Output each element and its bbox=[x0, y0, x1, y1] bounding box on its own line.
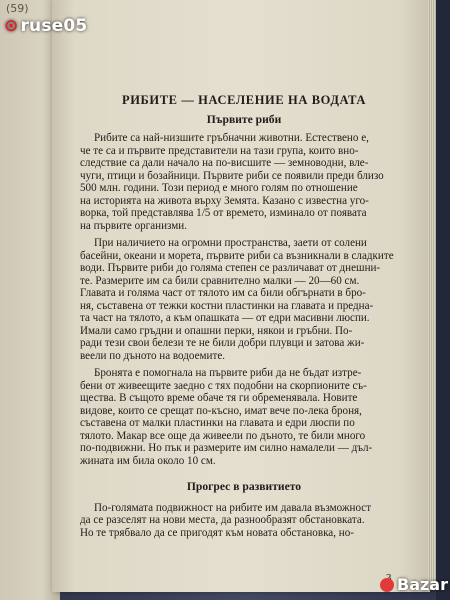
paragraphs bbox=[80, 132, 408, 467]
text-line: По-голямата подвижност на рибите им давала възможност bbox=[94, 501, 372, 514]
text-line: на историята на живота върху Земята. Казано с известна уго- bbox=[80, 194, 369, 207]
text-line: Но те трябвало да се пригодят към новата обстановка, но- bbox=[80, 526, 354, 539]
section-subtitle: Първите риби bbox=[206, 112, 282, 126]
paragraph bbox=[80, 367, 408, 467]
text-line: води. Първите риби до голяма степен се различават от днешни- bbox=[80, 262, 381, 274]
page-edges bbox=[428, 0, 436, 590]
text-line: Главата и голяма част от тялото им са били обгърнати в бро- bbox=[80, 287, 366, 299]
page-content bbox=[80, 94, 408, 539]
text-line: чуги, птици и бозайници. Първите риби се появили преди близо bbox=[80, 169, 384, 182]
text-line: ня, съставена от тежки костни пластинки на главата и предна- bbox=[80, 299, 374, 312]
text-line: че те са и първите представители на тази група, които вно- bbox=[80, 144, 359, 157]
text-line: ворка, той представлява 1/5 от времето, изминало от появата bbox=[80, 207, 367, 219]
location-pin-icon: ⊙ bbox=[4, 16, 19, 36]
chapter-title: РИБИТЕ — НАСЕЛЕНИЕ НА ВОДАТА bbox=[121, 93, 367, 107]
section-heading: Прогрес в развитието bbox=[186, 480, 302, 493]
text-line: тялото. Макар все още да живеели по дъното, те били много bbox=[80, 429, 366, 442]
text-line: щества. В същото време обаче тя ги обременявала. Новите bbox=[80, 392, 358, 404]
text-line: на първите организми. bbox=[80, 219, 187, 232]
text-line: та част на тялото, а към опашката — от едри масивни люспи. bbox=[80, 312, 370, 324]
text-line: по-подвижни. Но пък и размерите им силно намалели — дъл- bbox=[80, 442, 373, 454]
text-line: Имали само гръдни и опашни перки, някои и гръбни. По- bbox=[80, 324, 353, 337]
left-page bbox=[0, 0, 60, 600]
text-line: Бронята е помогнала на първите риби да не бъдат изтре- bbox=[94, 367, 362, 379]
text-line: те. Размерите им са били сравнително малки — 20—60 см. bbox=[80, 274, 360, 287]
text-line: При наличието на огромни пространства, заети от солени bbox=[94, 237, 367, 249]
chat-bubble-icon bbox=[380, 578, 394, 592]
text-line: веели по дъното на водоемите. bbox=[80, 349, 226, 362]
text-line: съставена от малки пластинки на главата и едри люспи по bbox=[80, 417, 355, 429]
paragraph bbox=[80, 237, 408, 362]
text-line: 500 млн. години. Този период е много голям по отношение bbox=[80, 182, 358, 194]
watermark-logo-bottom bbox=[380, 575, 448, 594]
paragraph bbox=[80, 132, 408, 232]
margin-note: (59) bbox=[6, 2, 29, 15]
watermark-text-top: ruse05 bbox=[20, 16, 88, 36]
book-cover-edge bbox=[436, 0, 450, 600]
text-line: следствие са дали начало на по-висшите — земноводни, вле- bbox=[80, 157, 369, 169]
text-line: бени от живеещите заедно с тях подобни на скорпионите съ- bbox=[80, 379, 367, 392]
text-line: ради тези свои белези те не били добри плувци и затова жи- bbox=[80, 337, 365, 349]
text-line: басейни, океани и морета, първите риби са възникнали в сладките bbox=[80, 249, 394, 262]
text-line: да се разселят на нови места, да разнообразят обстановката. bbox=[80, 514, 365, 526]
text-line: Рибите са най-низшите гръбначни животни. Естествено е, bbox=[94, 132, 369, 144]
paragraph bbox=[80, 502, 408, 540]
watermark-logo-top bbox=[4, 16, 87, 36]
text-line: видове, които се срещат по-късно, имат вече по-лека броня, bbox=[80, 404, 362, 417]
section-paragraphs bbox=[80, 502, 408, 540]
watermark-text-bottom: Bazar bbox=[397, 575, 448, 594]
text-line: жината им била около 10 см. bbox=[80, 454, 216, 467]
